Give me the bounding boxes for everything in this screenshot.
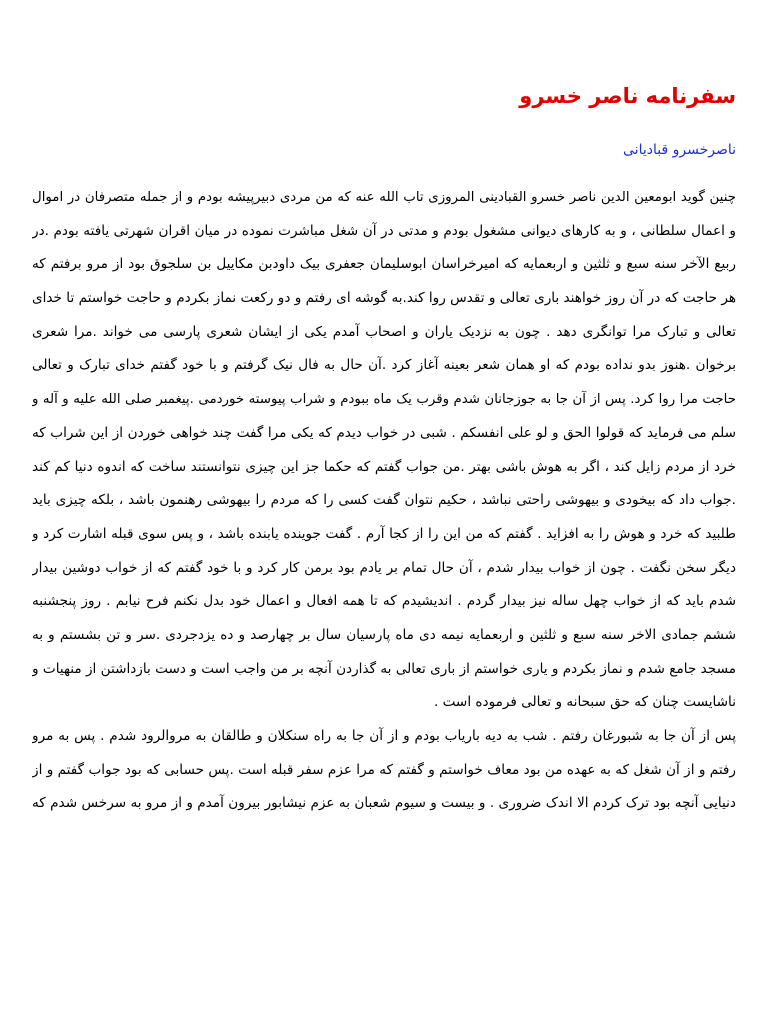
document-author: ناصرخسرو قبادیانی (623, 142, 736, 158)
text-line: خرد از مردم زایل کند ، اگر به هوش باشی بهتر .من جواب گفتم که حکما جز این چیزی نتوانستند ساخت که اندوه دنیا کم کند (32, 458, 736, 475)
text-line: حاجت مرا روا کرد. پس از آن جا به جوزجانان شدم وقرب یک ماه ببودم و شراب پیوسته خوردمی .پیغمبر صلی الله علیه و آله و (32, 392, 736, 408)
text-line: رفتم و از آن شغل که به عهده من بود معاف خواستم و گفتم که مرا عزم سفر قبله است .پس حسابی که بود جواب گفتم و از (32, 761, 736, 778)
text-line: و اعمال سلطانی ، و به کارهای دیوانی مشغول بودم و مدتی در آن شغل مباشرت نموده در میان اقران شهرتی یافته بودم .در (32, 222, 736, 239)
document-body (32, 181, 736, 821)
text-line: ربیع الآخر سنه سبع و ثلثین و اربعمایه که امیرخراسان ابوسلیمان جعفری بیک داودبن مکاییل بن سلجوق بود از مرو برفتم که (32, 256, 736, 273)
text-line: پس از آن جا به شبورغان رفتم . شب به دیه باریاب بودم و از آن جا به راه سنکلان و طالقان به مروالرود شدم . پس به مرو (32, 728, 736, 744)
text-line: مسجد جامع شدم و نماز بکردم و یاری خواستم از باری تعالی به گذاردن آنچه بر من واجب است و دست بازداشتن از منهیات و (32, 660, 736, 677)
text-line: دیگر سخن نگفت . چون از خواب بیدار شدم ، آن حال تمام بر یادم بود برمن کار کرد و با خود گفتم که از خواب دوشین بیدار (32, 559, 736, 576)
text-line: برخوان .هنوز بدو نداده بودم که او همان شعر بعینه آغاز کرد .آن حال به فال نیک گرفتم و با خود گفتم خدای تبارک و تعالی (32, 357, 736, 374)
document-title: سفرنامه ناصر خسرو (519, 84, 736, 108)
text-line: سلم می فرماید که قولوا الحق و لو علی انفسکم . شبی در خواب دیدم که یکی مرا گفت چند خواهی خوردن از این شراب که (32, 424, 736, 441)
text-line: چنین گوید ابومعین الدین ناصر خسرو القبادینی المروزی تاب الله عنه که من مردی دبیرپیشه بودم و از جمله متصرفان در اموال (32, 190, 736, 205)
text-line: طلبید که خرد و هوش را به افزاید . گفتم که من این را از کجا آرم . گفت جوینده یابنده باشد ، و پس سوی قبله اشارت کرد و (32, 525, 736, 542)
text-line: ششم جمادی الاخر سنه سبع و ثلثین و اربعمایه نیمه دی ماه پارسیان سال بر چهارصد و ده یزدجردی .سر و تن بشستم و به (32, 626, 736, 643)
text-line: شدم باید که از خواب چهل ساله نیز بیدار گردم . اندیشیدم که تا همه افعال و اعمال خود بدل نکنم فرح نیابم . روز پنجشنبه (32, 593, 736, 610)
text-line: هر حاجت که در آن روز خواهند باری تعالی و تقدس روا کند.به گوشه ای رفتم و دو رکعت نماز بکردم و حاجت خواستم تا خدای (32, 290, 736, 307)
text-line: .جواب داد که بیخودی و بیهوشی راحتی نباشد ، حکیم نتوان گفت کسی را که مردم را بیهوشی رهنمون باشد ، بلکه چیزی باید (32, 492, 736, 509)
text-line: دنیایی آنچه بود ترک کردم الا اندک ضروری . و بیست و سیوم شعبان به عزم نیشابور بیرون آمدم و از مرو به سرخس شدم که (32, 795, 736, 812)
text-line: ناشایست چنان که حق سبحانه و تعالی فرموده است . (433, 694, 736, 711)
text-line: تعالی و تبارک مرا توانگری دهد . چون به نزدیک یاران و اصحاب آمدم یکی از ایشان شعری پارسی می خواند .مرا شعری (32, 323, 736, 340)
document-page (32, 0, 736, 1024)
